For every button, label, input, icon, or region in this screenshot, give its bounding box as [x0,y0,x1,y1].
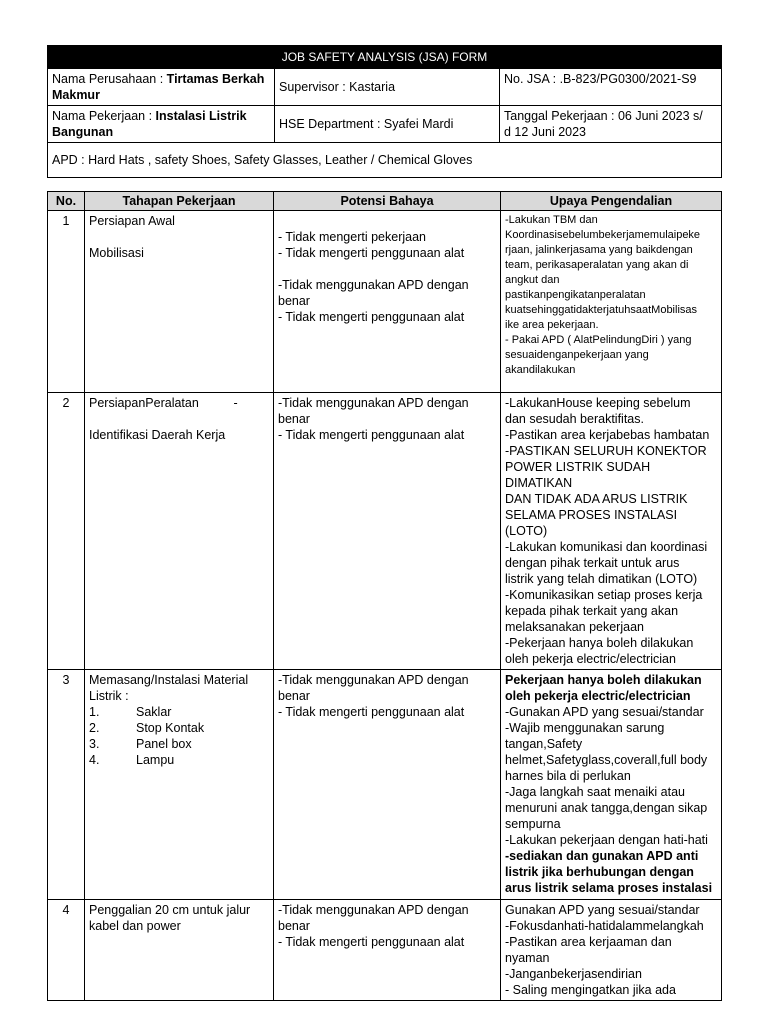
step-title: Persiapan Awal [89,214,175,228]
control-line: -Pekerjaan hanya boleh dilakukan [505,636,694,650]
company-cell [48,69,275,106]
control-line: -Lakukan pekerjaan dengan hati-hati [505,833,708,847]
control-line: -Lakukan komunikasi dan koordinasi [505,540,708,554]
control-line: Koordinasisebelumbekerjamemulaipeke [505,229,701,241]
hazard-cell [274,211,501,393]
table-row [48,211,722,393]
control-line: sempurna [505,817,561,831]
date-line-2: d 12 Juni 2023 [504,125,587,139]
date-cell [500,106,722,143]
control-line: listrik jika berhubungan dengan [505,865,694,879]
control-line: melaksanakan pekerjaan [505,620,644,634]
row-number: 1 [48,211,85,393]
jsa-analysis-table [47,191,722,1001]
control-line: pastikanpengikatanperalatan [505,289,646,301]
control-line: ike area pekerjaan. [505,319,599,331]
control-line: -Gunakan APD yang sesuai/standar [505,705,704,719]
control-line: Gunakan APD yang sesuai/standar [505,903,700,917]
control-line: menuruni anak tangga,dengan sikap [505,801,708,815]
control-line: -Fokusdanhati-hatidalammelangkah [505,919,704,933]
step-title: Memasang/Instalasi Material Listrik : [89,673,249,703]
form-title: JOB SAFETY ANALYSIS (JSA) FORM [48,46,722,69]
control-line: - Pakai APD ( AlatPelindungDiri ) yang [505,334,692,346]
list-item: 3. Panel box [89,737,192,751]
control-line: kuatsehinggatidakterjatuhsaatMobilisas [505,304,698,316]
control-line: harnes bila di perlukan [505,769,631,783]
step-cell [85,670,274,900]
control-line: -Janganbekerjasendirian [505,967,642,981]
date-line-1: Tanggal Pekerjaan : 06 Juni 2023 s/ [504,109,703,123]
control-line: -Lakukan TBM dan [505,214,598,226]
jsa-number-cell: No. JSA : .B-823/PG0300/2021-S9 [500,69,722,106]
control-line: -Komunikasikan setiap proses kerja [505,588,703,602]
control-line: kepada pihak terkait yang akan [505,604,679,618]
list-item: 2. Stop Kontak [89,721,205,735]
control-line: akandilakukan [505,364,576,376]
hazard-cell [274,393,501,670]
control-line: helmet,Safetyglass,coverall,full body [505,753,708,767]
control-line: POWER LISTRIK SUDAH DIMATIKAN [505,460,651,490]
control-line: -LakukanHouse keeping sebelum [505,396,691,410]
hazard-item: - Tidak mengerti penggunaan alat [278,246,465,260]
hazard-item: - Tidak mengerti penggunaan alat [278,705,465,719]
header-hazard: Potensi Bahaya [274,192,501,211]
control-line: -Pastikan area kerjabebas hambatan [505,428,710,442]
control-line: nyaman [505,951,550,965]
job-label: Nama Pekerjaan : [52,109,156,123]
control-line: dengan pihak terkait untuk arus [505,556,680,570]
hazard-item: -Tidak menggunakan APD dengan benar [278,903,469,933]
job-cell [48,106,275,143]
list-item: 4. Lampu [89,753,175,767]
hse-cell: HSE Department : Syafei Mardi [275,106,500,143]
hazard-cell [274,670,501,900]
company-value: Tirtamas Berkah Makmur [52,72,265,102]
control-line: listrik yang telah dimatikan (LOTO) [505,572,698,586]
control-cell [501,211,722,393]
step-cell [85,211,274,393]
step-cell: Penggalian 20 cm untuk jalur kabel dan power [85,900,274,1001]
control-line: Pekerjaan hanya boleh dilakukan [505,673,702,687]
control-cell [501,393,722,670]
control-line: -sediakan dan gunakan APD anti [505,849,699,863]
apd-cell: APD : Hard Hats , safety Shoes, Safety Glasses, Leather / Chemical Gloves [48,143,722,178]
table-row [48,393,722,670]
hazard-cell [274,900,501,1001]
hazard-item: - Tidak mengerti penggunaan alat [278,935,465,949]
row-number: 3 [48,670,85,900]
control-line: sesuaidenganpekerjaan yang [505,349,649,361]
table-header-row [48,192,722,211]
control-cell [501,670,722,900]
hazard-item: - Tidak mengerti pekerjaan [278,230,426,244]
step-cell [85,393,274,670]
control-line: DAN TIDAK ADA ARUS LISTRIK [505,492,688,506]
hazard-item: -Tidak menggunakan APD dengan benar [278,396,469,426]
step-title: PersiapanPeralatan - [89,396,238,410]
control-line: -Wajib menggunakan sarung [505,721,665,735]
step-subtitle: Identifikasi Daerah Kerja [89,428,226,442]
control-line: - Saling mengingatkan jika ada [505,983,676,997]
row-number: 2 [48,393,85,670]
hazard-item: - Tidak mengerti penggunaan alat [278,310,465,324]
control-line: SELAMA PROSES INSTALASI (LOTO) [505,508,678,538]
hazard-item: -Tidak menggunakan APD dengan benar [278,278,469,308]
control-line: tangan,Safety [505,737,583,751]
row-number: 4 [48,900,85,1001]
control-cell [501,900,722,1001]
header-step: Tahapan Pekerjaan [85,192,274,211]
list-item: 1. Saklar [89,705,172,719]
control-line: oleh pekerja electric/electrician [505,652,676,666]
step-subtitle: Mobilisasi [89,246,144,260]
hazard-item: -Tidak menggunakan APD dengan benar [278,673,469,703]
control-line: team, perikasaperalatan yang akan di [505,259,689,271]
control-line: oleh pekerja electric/electrician [505,689,691,703]
supervisor-cell: Supervisor : Kastaria [275,69,500,106]
control-line: dan sesudah beraktifitas. [505,412,644,426]
table-row [48,670,722,900]
control-line: -Pastikan area kerjaaman dan [505,935,672,949]
control-line: arus listrik selama proses instalasi [505,881,713,895]
control-line: -Jaga langkah saat menaiki atau [505,785,685,799]
header-control: Upaya Pengendalian [501,192,722,211]
company-label: Nama Perusahaan : [52,72,167,86]
table-row [48,900,722,1001]
control-line: rjaan, jalinkerjasama yang baikdengan [505,244,693,256]
header-no: No. [48,192,85,211]
jsa-header-table [47,45,722,178]
control-line: -PASTIKAN SELURUH KONEKTOR [505,444,707,458]
control-line: angkut dan [505,274,560,286]
job-value: Instalasi Listrik Bangunan [52,109,247,139]
hazard-item: - Tidak mengerti penggunaan alat [278,428,465,442]
